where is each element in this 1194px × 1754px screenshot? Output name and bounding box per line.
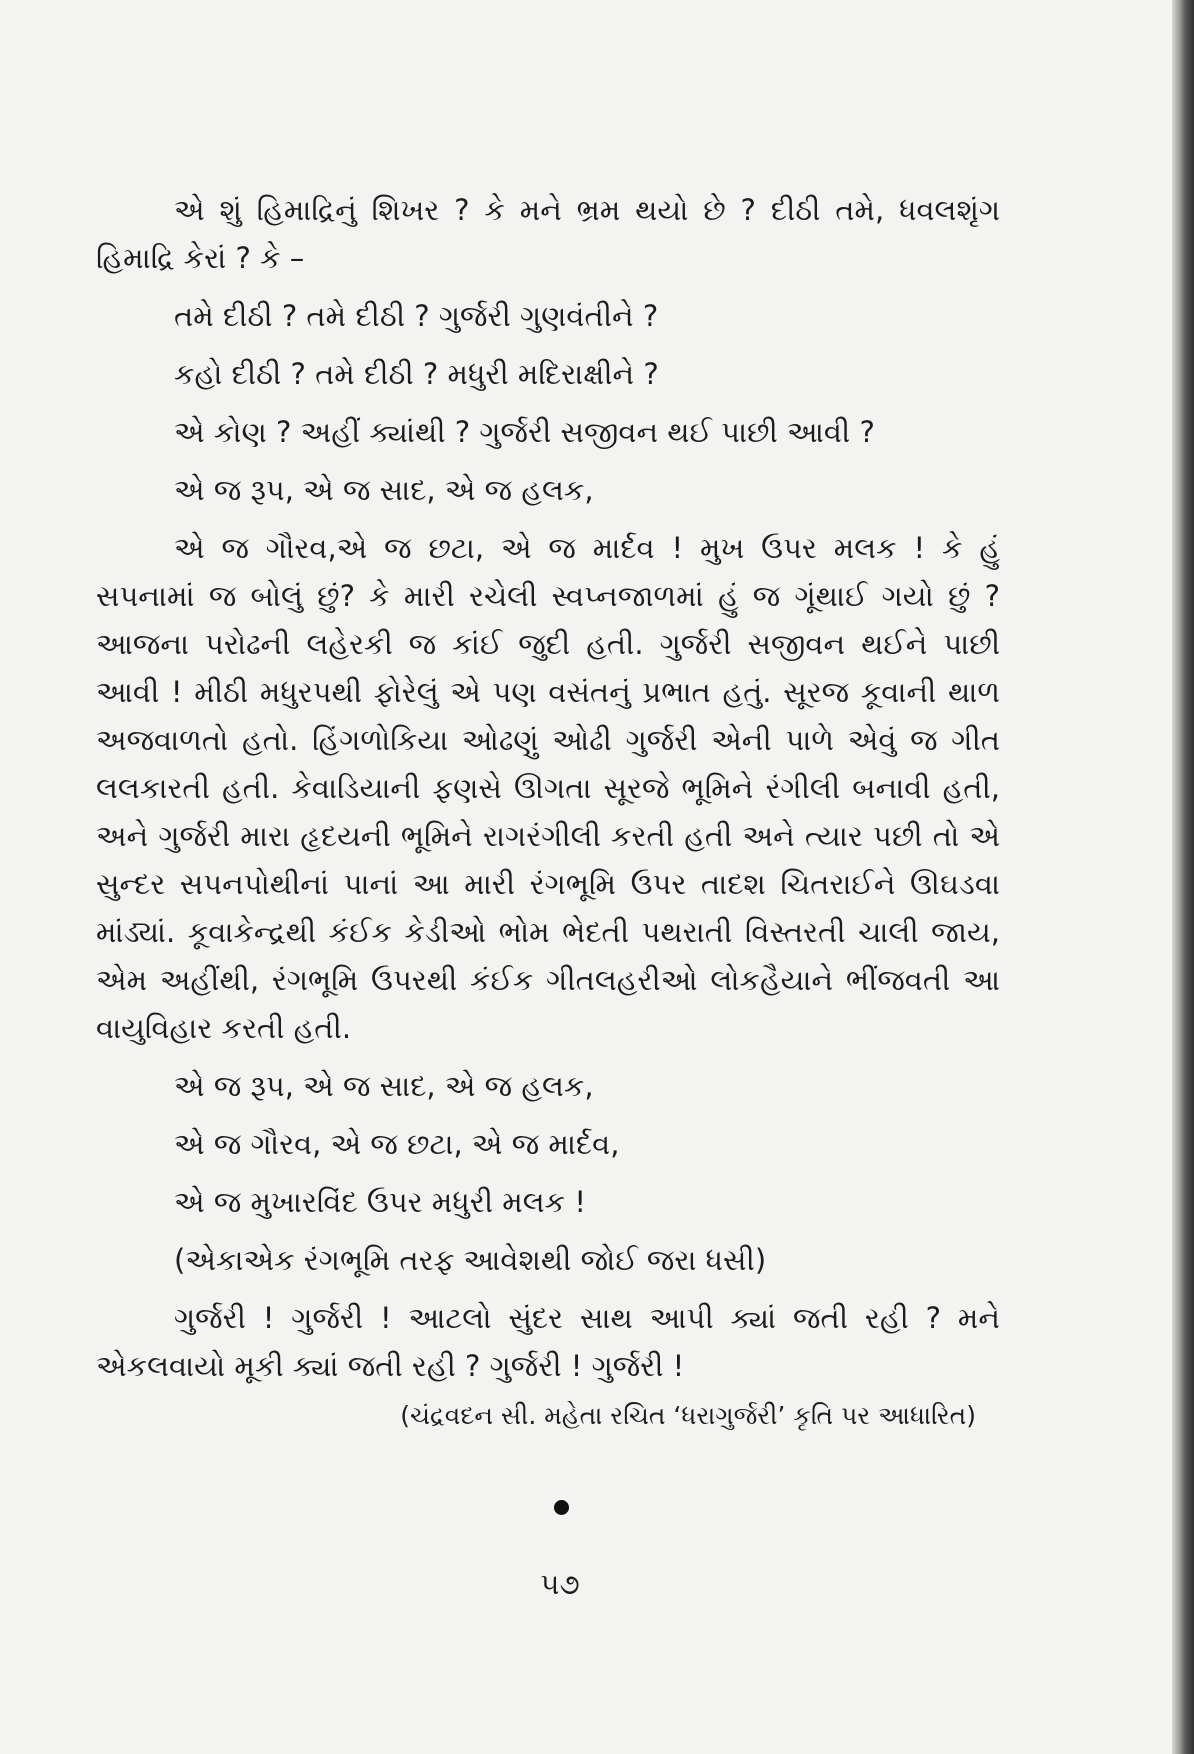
attribution-note: (ચંદ્રવદન સી. મહેતા રચિત ‘ધરાગુર્જરી’ કૃતિ પર આધારિત) [400,1401,976,1430]
paragraph-gurjari-call: ગુર્જરી ! ગુર્જરી ! આટલો સુંદર સાથ આપી ક્યાં જતી રહી ? મને એકલવાયો મૂકી ક્યાં જતી રહી ? ગુર્જરી ! ગુર્જરી ! [96,1301,1000,1383]
paragraph-main: એ જ ગૌરવ,એ જ છટા, એ જ માર્દવ ! મુખ ઉપર મલક ! કે હું સપનામાં જ બોલું છું? કે મારી રચેલી સ્વપ્નજાળમાં હું જ ગૂંથાઈ ગયો છું ? આજના પરોઢની લહેરકી જ કાંઈ જુદી હતી. ગુર્જરી સજીવન થઈને પાછી આવી ! મીઠી મધુરપથી ફોરેલું એ પણ વસંતનું પ્રભાત હતું. સૂરજ કૂવાની થાળ અજવાળતો હતો. હિંગળોકિયા ઓઢણું ઓઢી ગુર્જરી એની પાળે એવું જ ગીત લલકારતી હતી. કેવાડિયાની ફણસે ઊગતા સૂરજે ભૂમિને રંગીલી બનાવી હતી, અને ગુર્જરી મારા હૃદયની ભૂમિને રાગરંગીલી કરતી હતી અને ત્યાર પછી તો એ સુન્દર સપનપોથીનાં પાનાં આ મારી રંગભૂમિ ઉપર તાદશ ચિતરાઈને ઊઘડવા માંડ્યાં. કૂવાકેન્દ્રથી કંઈક કેડીઓ ભોમ ભેદતી પથરાતી વિસ્તરતી ચાલી જાય, એમ અહીંથી, રંગભૂમિ ઉપરથી કંઈક ગીતલહરીઓ લોકહૈયાને ભીંજવતી આ વાયુવિહાર કરતી હતી. [96,531,1000,1045]
page-edge-shadow [1172,0,1194,1754]
verse-line-1: તમે દીઠી ? તમે દીઠી ? ગુર્જરી ગુણવંતીને ? [174,299,659,333]
paragraph-himadri: એ શું હિમાદ્રિનું શિખર ? કે મને ભ્રમ થયો છે ? દીઠી તમે, ધવલશૃંગ હિમાદ્રિ કેરાં ? કે – [96,193,1000,275]
verse-line-4: એ જ રૂપ, એ જ સાદ, એ જ હલક, [174,473,594,507]
verse-line-7: એ જ મુખારવિંદ ઉપર મધુરી મલક ! [174,1185,586,1219]
verse-line-5: એ જ રૂપ, એ જ સાદ, એ જ હલક, [174,1069,594,1103]
stage-direction: (એકાએક રંગભૂમિ તરફ આવેશથી જોઈ જરા ધસી) [174,1243,767,1277]
verse-line-2: કહો દીઠી ? તમે દીઠી ? મધુરી મદિરાક્ષીને ? [174,357,659,391]
verse-line-6: એ જ ગૌરવ, એ જ છટા, એ જ માર્દવ, [174,1127,620,1161]
separator-dot [554,1500,569,1515]
body-text [96,186,1000,1400]
page-number: ૫૭ [540,1567,580,1601]
verse-line-3: એ કોણ ? અહીં ક્યાંથી ? ગુર્જરી સજીવન થઈ પાછી આવી ? [174,415,875,449]
